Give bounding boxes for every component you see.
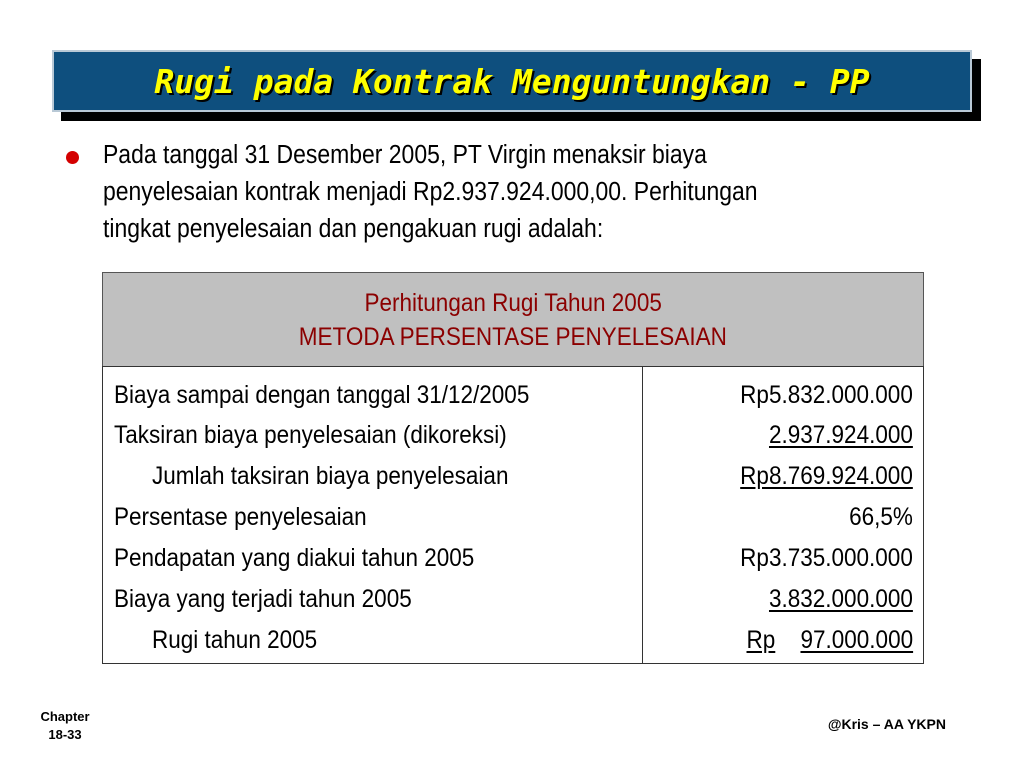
row-amount: 3.832.000.000 — [769, 585, 913, 613]
table-row — [103, 375, 923, 415]
title-banner — [52, 50, 972, 112]
calculation-table — [102, 366, 924, 664]
row-label: Rugi tahun 2005 — [152, 626, 318, 654]
table-row — [103, 497, 923, 537]
bullet-dot-icon — [66, 151, 79, 164]
row-label: Biaya yang terjadi tahun 2005 — [114, 585, 412, 613]
table-header-subtitle: METODA PERSENTASE PENYELESAIAN — [298, 323, 728, 351]
row-amount-prefix: Rp — [746, 626, 776, 654]
row-amount: Rp3.735.000.000 — [740, 544, 913, 572]
row-amount: Rp5.832.000.000 — [740, 381, 913, 409]
chapter-label-text: Chapter — [40, 709, 90, 724]
table-row — [103, 538, 923, 578]
bullet-line-3: tingkat penyelesaian dan pengakuan rugi adalah: — [103, 215, 604, 243]
row-label: Biaya sampai dengan tanggal 31/12/2005 — [114, 381, 530, 409]
row-amount-value: 97.000.000 — [800, 626, 913, 654]
row-label: Persentase penyelesaian — [114, 503, 367, 531]
chapter-label — [30, 708, 100, 744]
table-header — [102, 272, 924, 368]
row-amount: Rp8.769.924.000 — [740, 462, 913, 490]
table-header-title: Perhitungan Rugi Tahun 2005 — [364, 289, 662, 317]
table-row — [103, 579, 923, 619]
row-label: Taksiran biaya penyelesaian (dikoreksi) — [114, 421, 507, 449]
bullet-line-2: penyelesaian kontrak menjadi Rp2.937.924.000,00. Perhitungan — [103, 178, 758, 206]
row-amount: 66,5% — [849, 503, 913, 531]
table-row — [103, 456, 923, 496]
row-amount: 2.937.924.000 — [769, 421, 913, 449]
row-label: Pendapatan yang diakui tahun 2005 — [114, 544, 475, 572]
row-amount-total — [746, 620, 913, 660]
bullet-line-1: Pada tanggal 31 Desember 2005, PT Virgin menaksir biaya — [103, 141, 707, 169]
bullet-paragraph — [103, 137, 850, 248]
chapter-number: 18-33 — [48, 727, 82, 742]
table-row — [103, 620, 923, 660]
row-label: Jumlah taksiran biaya penyelesaian — [152, 462, 509, 490]
footer-credit: @Kris – AA YKPN — [827, 716, 946, 732]
slide-title: Rugi pada Kontrak Menguntungkan - PP — [154, 61, 870, 101]
table-row — [103, 415, 923, 455]
